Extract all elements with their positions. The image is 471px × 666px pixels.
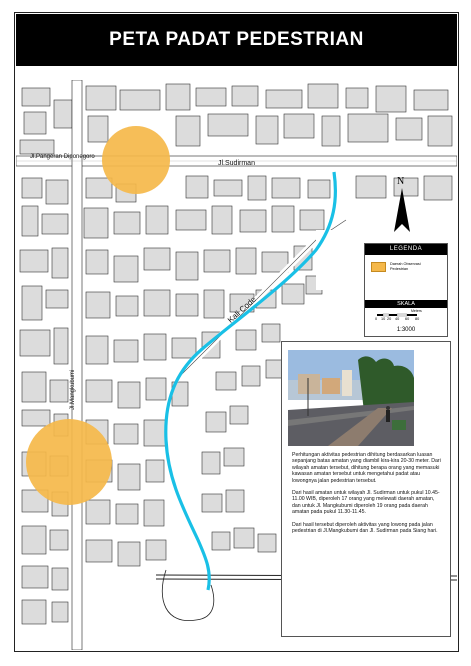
street-label-mangkubumi: Jl.Mangkubumi	[70, 369, 76, 410]
map-title: PETA PADAT PEDESTRIAN	[109, 29, 364, 50]
scale-unit: Meters	[411, 309, 422, 313]
observation-panel	[281, 341, 451, 637]
north-letter: N	[397, 176, 405, 187]
observation-area-mangkubumi	[26, 419, 112, 505]
river-label: Kali Code	[226, 294, 258, 325]
street-label-pangeran: Jl.Pangeran Diponegoro	[30, 154, 95, 160]
north-arrow	[388, 176, 416, 238]
notes-paragraph-1: Perhitungan aktivitas pedestrian dihitung berdasarkan luasan sepanjang batas amatan yang diambil kira-kira 20-30 meter. Dari wilayah amatan tersebut, dihitung berapa orang yang memasuki kawasan amatan tersebut untuk mengetahui padat atau lowongnya jalan pedestrian tersebut.	[292, 452, 441, 484]
legend-title: LEGENDA	[365, 244, 447, 255]
street-label-sudirman: Jl.Sudirman	[218, 160, 255, 167]
scale-tick: 80	[415, 317, 420, 321]
scale-tick: 20	[387, 317, 392, 321]
legend-item-label: Daerah Observasi Pedestrian	[390, 262, 421, 271]
legend-swatch	[371, 262, 386, 272]
observation-notes	[292, 452, 444, 540]
title-bar	[16, 14, 457, 66]
scale-tick: 10	[381, 317, 386, 321]
notes-paragraph-3: Dari hasil tersebut diperoleh aktivitas yang lowong pada jalan pedestrian di Jl.Mangkubumi dan Jl. Sudirman pada Siang hari.	[292, 521, 438, 535]
observation-area-sudirman	[102, 126, 170, 194]
scale-tick: 0	[375, 317, 378, 321]
north-arrow-icon	[388, 188, 416, 238]
legend-box	[364, 243, 448, 337]
scale-title: SKALA	[365, 300, 447, 308]
scale-ticks	[375, 317, 449, 321]
scale-ratio: 1:3000	[396, 327, 416, 333]
scale-tick: 60	[405, 317, 410, 321]
road-mangkubumi	[72, 80, 82, 650]
street-photo	[288, 350, 414, 446]
legend-item-observation	[371, 262, 436, 272]
notes-paragraph-2: Dari hasil amatan untuk wilayah Jl. Sudirman untuk pukul 10.45-11.00 WIB, diperoleh 17 orang yang melewati daerah amatan, dan untuk Jl. Mangkubumi diperoleh 19 orang pada daerah amatan pada pukul 11.30-11.45.	[292, 490, 440, 516]
scale-tick: 40	[395, 317, 400, 321]
